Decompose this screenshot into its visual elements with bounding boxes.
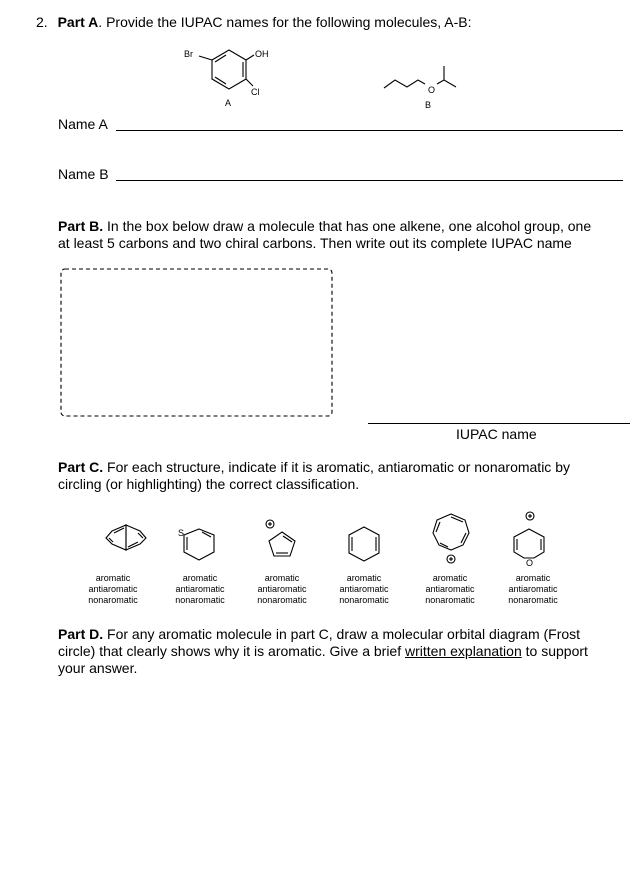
part-d-prompt [58, 626, 633, 677]
part-c-heading: Part C. [58, 459, 104, 475]
part-b-line2: at least 5 carbons and two chiral carbons. Then write out its complete IUPAC name [58, 235, 572, 251]
part-b-prompt [58, 218, 628, 252]
part-c-prompt [58, 459, 628, 493]
atom-br: Br [184, 49, 193, 59]
classification-choices-6[interactable] [498, 573, 568, 606]
part-b-heading: Part B. [58, 218, 104, 234]
option-aromatic[interactable]: aromatic [432, 573, 468, 583]
part-d-line2b: to support [521, 643, 588, 659]
classification-choices-4[interactable] [329, 573, 399, 606]
drawing-box [61, 269, 332, 416]
pentalene-structure [106, 525, 146, 550]
molecule-b-chain [384, 66, 456, 88]
tropylium-structure [433, 514, 469, 563]
molecule-b-label: B [425, 100, 432, 110]
question-number: 2. [36, 14, 48, 30]
name-b-label: Name B [58, 166, 109, 182]
molecule-a-label: A [225, 98, 232, 108]
option-nonaromatic[interactable]: nonaromatic [175, 595, 225, 605]
atom-o: O [428, 85, 436, 95]
name-a-label: Name A [58, 116, 108, 132]
name-b-answer-line[interactable] [116, 180, 623, 181]
part-d-line3: your answer. [58, 660, 138, 676]
option-aromatic[interactable]: aromatic [182, 573, 218, 583]
part-d-line1: For any aromatic molecule in part C, draw a molecular orbital diagram (Frost [103, 626, 581, 642]
written-explanation-text: written explanation [405, 643, 522, 659]
part-a-text: . Provide the IUPAC names for the following molecules, A-B: [98, 14, 472, 30]
atom-o-pyrylium: O [526, 558, 534, 568]
option-aromatic[interactable]: aromatic [346, 573, 382, 583]
option-nonaromatic[interactable]: nonaromatic [88, 595, 138, 605]
atom-oh: OH [255, 49, 269, 59]
option-nonaromatic[interactable]: nonaromatic [425, 595, 475, 605]
iupac-answer-line[interactable] [368, 423, 630, 424]
classification-choices-2[interactable] [165, 573, 235, 606]
classification-choices-1[interactable] [78, 573, 148, 606]
option-antiaromatic[interactable]: antiaromatic [425, 584, 475, 594]
iupac-name-label: IUPAC name [456, 426, 537, 442]
option-nonaromatic[interactable]: nonaromatic [508, 595, 558, 605]
option-antiaromatic[interactable]: antiaromatic [257, 584, 307, 594]
part-c-line2: circling (or highlighting) the correct classification. [58, 476, 360, 492]
part-d-line2a: circle) that clearly shows why it is aromatic. Give a brief [58, 643, 405, 659]
option-antiaromatic[interactable]: antiaromatic [508, 584, 558, 594]
name-a-answer-line[interactable] [116, 130, 623, 131]
option-aromatic[interactable]: aromatic [264, 573, 300, 583]
option-aromatic[interactable]: aromatic [95, 573, 131, 583]
classification-choices-3[interactable] [247, 573, 317, 606]
option-nonaromatic[interactable]: nonaromatic [257, 595, 307, 605]
atom-cl: Cl [251, 87, 260, 97]
option-antiaromatic[interactable]: antiaromatic [88, 584, 138, 594]
option-antiaromatic[interactable]: antiaromatic [175, 584, 225, 594]
option-aromatic[interactable]: aromatic [515, 573, 551, 583]
pyrylium-structure [514, 512, 544, 558]
thiopyran-structure [184, 529, 214, 560]
part-a-heading: Part A [57, 14, 99, 30]
cyclohexadiene-structure [349, 527, 379, 561]
molecule-a-ring [199, 50, 254, 89]
atom-s: S [178, 528, 185, 538]
cyclopentadienyl-structure [266, 520, 295, 556]
option-nonaromatic[interactable]: nonaromatic [339, 595, 389, 605]
classification-choices-5[interactable] [415, 573, 485, 606]
part-b-line1: In the box below draw a molecule that has one alkene, one alcohol group, one [103, 218, 592, 234]
part-d-heading: Part D. [58, 626, 104, 642]
option-antiaromatic[interactable]: antiaromatic [339, 584, 389, 594]
part-c-line1: For each structure, indicate if it is aromatic, antiaromatic or nonaromatic by [103, 459, 570, 475]
